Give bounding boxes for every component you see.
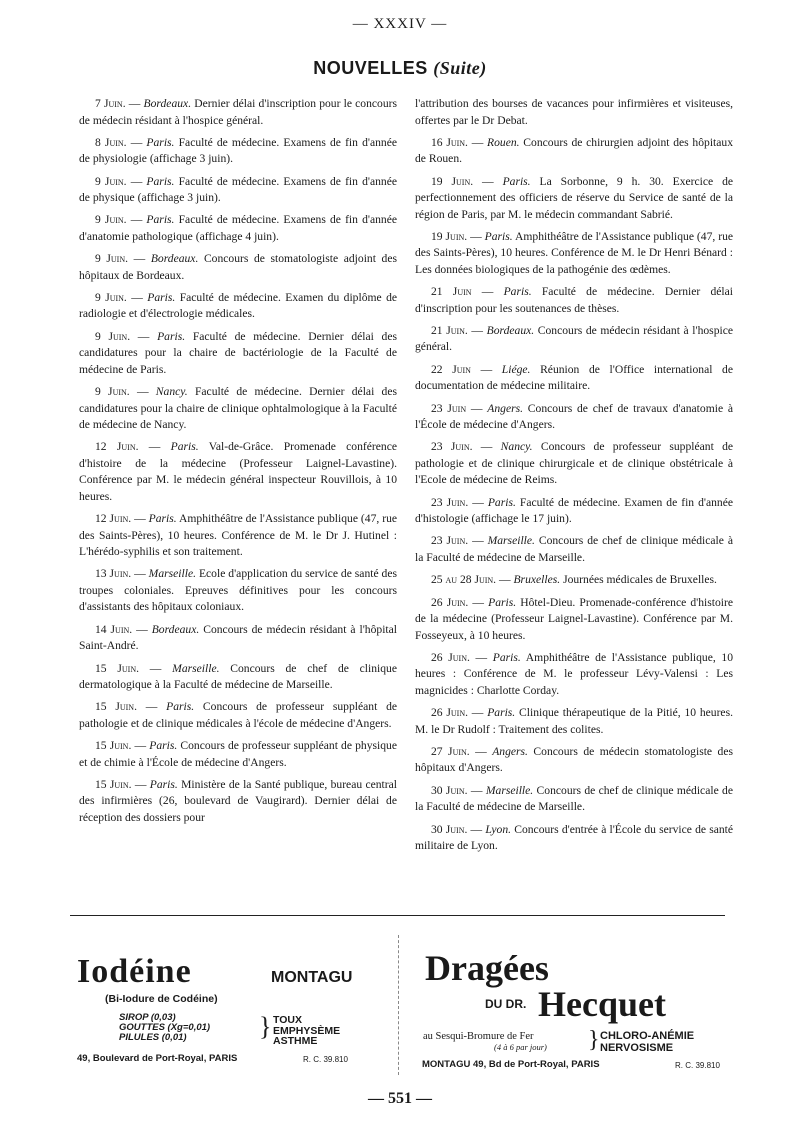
entry-date: 12 Juin. <box>95 512 132 526</box>
ad-indication: CHLORO-ANÉMIE <box>600 1030 695 1042</box>
entry-date: 30 Juin. <box>431 783 468 797</box>
entry-city: Nancy. <box>500 440 533 454</box>
news-entry: 8 Juin. — Paris. Faculté de médecine. Examens de fin d'année de physiologie (affichage 3 juin). <box>79 135 397 166</box>
news-entry: 23 Juin. — Paris. Faculté de médecine. Examen de fin d'année d'histologie (affichage le 17 juin). <box>415 495 734 526</box>
entry-city: Bordeaux. <box>150 252 199 266</box>
entry-text: Clinique thérapeutique de la Pitié, 10 heures. M. le Dr Rudolf : Traitement des colites. <box>415 706 733 736</box>
entry-date: 27 Juin. <box>431 744 470 758</box>
entry-text: Concours de chirurgien adjoint des hôpitaux de Rouen. <box>415 135 733 166</box>
news-entry: 15 Juin. — Paris. Concours de professeur suppléant de pathologie et de clinique médicales à l'école de médecine d'Angers. <box>79 700 398 730</box>
entry-city: Paris. <box>149 777 178 791</box>
news-entry: 9 Juin. — Bordeaux. Concours de stomatologiste adjoint des hôpitaux de Bordeaux. <box>79 252 397 282</box>
entry-city: Marseille. <box>148 567 196 581</box>
ad-form-pills: PILULES (0,01) <box>119 1032 187 1043</box>
ad-indications <box>600 1031 694 1054</box>
news-entry: 21 Juin — Paris. Faculté de médecine. Dernier délai d'inscription pour les soutenances de thèses. <box>415 285 733 315</box>
divider-line <box>70 915 725 916</box>
entry-text: l'attribution des bourses de vacances pour infirmières et visiteuses, offertes par le Dr Debat. <box>415 97 733 127</box>
ad-iodeine <box>75 935 375 1080</box>
entry-date: 15 Juin. <box>95 700 137 714</box>
entry-text: Dernier délai d'inscription pour le concours de médecin résidant à l'hospice général. <box>79 97 398 127</box>
entry-city: Bordeaux. <box>486 323 535 337</box>
ad-composition: au Sesqui-Bromure de Fer <box>423 1031 534 1042</box>
entry-date: 9 Juin. <box>95 329 131 343</box>
news-entry: 23 Juin. — Marseille. Concours de chef de clinique médicale à la Faculté de médecine de Marseille. <box>415 534 733 564</box>
entry-city: Angers. <box>492 744 528 758</box>
entry-text: Concours de professeur suppléant de pathologie et de clinique médicales à l'école de médecine d'Angers. <box>79 700 398 730</box>
news-entry: 19 Juin. — Paris. La Sorbonne, 9 h. 30. Exercice de perfectionnement des officiers de réserve du Service de santé de la région de Paris, par M. le médecin commandant Sabrié. <box>415 174 734 221</box>
ad-form-syrup: SIROP (0,03) <box>119 1012 176 1023</box>
news-entry: 14 Juin. — Bordeaux. Concours de médecin résidant à l'hôpital Saint-André. <box>79 622 398 653</box>
news-entry: 23 Juin — Angers. Concours de chef de travaux d'anatomie à l'École de médecine d'Angers. <box>415 401 734 432</box>
entry-city: Angers. <box>487 401 524 415</box>
news-entry: 15 Juin. — Paris. Ministère de la Santé publique, bureau central des infirmières (26, boulevard de Vaugirard). Dernier délai de réception des dossiers pour <box>79 777 397 824</box>
news-entry: 27 Juin. — Angers. Concours de médecin stomatologiste des hôpitaux d'Angers. <box>415 744 733 775</box>
entry-date: 30 Juin. <box>431 822 468 836</box>
entry-city: Paris. <box>146 174 175 188</box>
news-entry: 12 Juin. — Paris. Amphithéâtre de l'Assistance publique (47, rue des Saints-Pères), 10 heures. Conférence de M. le Dr J. Hutinel : L'hérédo-syphilis et son traitement. <box>79 512 398 559</box>
entry-date: 15 Juin. <box>95 777 132 791</box>
ad-code: R. C. 39.810 <box>675 1061 720 1070</box>
entry-city: Paris. <box>149 739 178 753</box>
entry-city: Paris. <box>503 285 532 299</box>
entry-city: Nancy. <box>155 385 188 399</box>
entry-city: Paris. <box>157 329 186 343</box>
entry-text: Concours de professeur suppléant de physique et de chimie à l'École de médecine d'Angers. <box>79 739 397 769</box>
entry-date: 23 Juin. <box>431 495 469 509</box>
news-entry: 19 Juin. — Paris. Amphithéâtre de l'Assistance publique (47, rue des Saints-Pères), 10 heures. Conférence de M. le Dr Henri Bénard : Les données biologiques de la pathogénie des œdèmes. <box>415 229 734 276</box>
entry-city: Marseille. <box>485 783 534 797</box>
news-entry: 12 Juin. — Paris. Val-de-Grâce. Promenade conférence d'histoire de la médecine (Professeur Laignel-Lavastine). Conférence par M. le médecin général inspecteur Rouvillois, à 10 heures. <box>79 440 398 503</box>
ad-brand: Dragées <box>425 948 549 988</box>
ad-dragees <box>420 935 725 1080</box>
ad-maker: MONTAGU <box>271 969 353 986</box>
entry-date: 26 Juin. <box>431 650 470 664</box>
entry-city: Bruxelles. <box>513 573 561 587</box>
entry-city: Paris. <box>492 650 521 664</box>
entry-city: Bordeaux. <box>151 622 200 636</box>
news-entry: 7 Juin. — Bordeaux. Dernier délai d'inscription pour le concours de médecin résidant à l'hospice général. <box>79 97 398 127</box>
news-entry: 9 Juin. — Paris. Faculté de médecine. Examen du diplôme de radiologie et d'électrologie médicales. <box>79 290 398 321</box>
entry-text: Faculté de médecine. Dernier délai des candidatures pour la chaire de clinique ophtalmologique à la Faculté de médecine de Nancy. <box>79 385 398 432</box>
entry-text: Amphithéâtre de l'Assistance publique (47, rue des Saints-Pères), 10 heures. Conférence de M. le Dr J. Hutinel : L'hérédo-syphilis et son traitement. <box>79 512 398 559</box>
entry-text: Amphithéâtre de l'Assistance publique (47, rue des Saints-Pères), 10 heures. Conférence de M. le Dr Henri Bénard : Les données biologiques de la pathogénie des œdèmes. <box>415 229 734 276</box>
entry-text: Concours de professeur suppléant de pathologie et de clinique chirurgicale et de clinique obstétricale à l'Ecole de médecine de Reims. <box>415 440 734 487</box>
entry-date: 21 Juin <box>431 285 472 299</box>
ad-separator <box>398 935 399 1075</box>
news-entry: 25 au 28 Juin. — Bruxelles. Journées médicales de Bruxelles. <box>431 573 717 587</box>
entry-date: 16 Juin. <box>431 135 468 149</box>
entry-text: Faculté de médecine. Examens de fin d'année d'anatomie pathologique (affichage 4 juin). <box>79 213 397 243</box>
entry-city: Paris. <box>166 700 195 714</box>
entry-text: Concours de chef de clinique médicale à la Faculté de médecine de Marseille. <box>415 534 733 564</box>
entry-text: Faculté de médecine. Examen de fin d'année d'histologie (affichage le 17 juin). <box>415 495 734 526</box>
entry-date: 19 Juin. <box>431 174 474 188</box>
entry-text: Ministère de la Santé publique, bureau central des infirmières (26, boulevard de Vaugirard). Dernier délai de réception des dossiers pour <box>79 777 397 824</box>
entry-city: Paris. <box>170 440 199 454</box>
entry-city: Paris. <box>484 229 513 243</box>
news-entry <box>415 96 733 129</box>
section-heading <box>0 58 800 79</box>
entry-text: Concours de chef de clinique médicale de la Faculté de médecine de Marseille. <box>415 783 734 814</box>
entry-text: Réunion de l'Office international de documentation de médecine militaire. <box>415 362 733 393</box>
entry-city: Liége. <box>501 362 531 376</box>
entry-date: 12 Juin. <box>95 440 139 454</box>
ad-address: 49, Boulevard de Port-Royal, PARIS <box>77 1053 238 1064</box>
news-entry: 26 Juin. — Paris. Clinique thérapeutique de la Pitié, 10 heures. M. le Dr Rudolf : Traitement des colites. <box>415 706 733 736</box>
news-entry: 9 Juin. — Paris. Faculté de médecine. Dernier délai des candidatures pour la chaire de bactériologie de la Faculté de médecine de Paris. <box>79 329 398 376</box>
entry-text: La Sorbonne, 9 h. 30. Exercice de perfectionnement des officiers de réserve du Service de santé de la région de Paris, par M. le médecin commandant Sabrié. <box>415 174 734 221</box>
news-entry: 30 Juin. — Marseille. Concours de chef de clinique médicale de la Faculté de médecine de Marseille. <box>415 783 734 814</box>
entry-city: Paris. <box>146 213 175 227</box>
entry-date: 21 Juin. <box>431 323 468 337</box>
entry-text: Faculté de médecine. Dernier délai d'inscription pour les soutenances de thèses. <box>415 285 733 315</box>
news-entry: 22 Juin — Liége. Réunion de l'Office international de documentation de médecine militaire. <box>415 362 733 393</box>
entry-city: Paris. <box>487 495 516 509</box>
entry-date: 14 Juin. <box>95 622 133 636</box>
entry-city: Paris. <box>488 595 517 609</box>
entry-text: Faculté de médecine. Examens de fin d'année de physique (affichage 3 juin). <box>79 174 397 205</box>
entry-text: Faculté de médecine. Examen du diplôme de radiologie et d'électrologie médicales. <box>79 290 398 321</box>
entry-date: 22 Juin <box>431 362 471 376</box>
entry-text: Faculté de médecine. Dernier délai des candidatures pour la chaire de bactériologie de la Faculté de médecine de Paris. <box>79 329 398 376</box>
entry-text: Hôtel-Dieu. Promenade-conférence d'histoire de la médecine (Professeur Laignel-Lavastine). Conférence par M. Fosseyeux, à 10 heures. <box>415 595 733 642</box>
news-entry: 26 Juin. — Paris. Hôtel-Dieu. Promenade-conférence d'histoire de la médecine (Professeur Laignel-Lavastine). Conférence par M. Fosseyeux, à 10 heures. <box>415 595 733 642</box>
news-entry: 9 Juin. — Nancy. Faculté de médecine. Dernier délai des candidatures pour la chaire de clinique ophtalmologique à la Faculté de médecine de Nancy. <box>79 385 398 432</box>
entry-date: 7 Juin. <box>95 97 126 110</box>
brace-icon: } <box>588 1027 600 1053</box>
entry-date: 15 Juin. <box>95 661 139 675</box>
entry-date: 26 Juin. <box>431 706 469 720</box>
news-entry: 21 Juin. — Bordeaux. Concours de médecin résidant à l'hospice général. <box>415 323 734 354</box>
entry-text: Faculté de médecine. Examens de fin d'année de physiologie (affichage 3 juin). <box>79 135 397 166</box>
entry-text: Concours de stomatologiste adjoint des hôpitaux de Bordeaux. <box>79 252 397 282</box>
left-column <box>79 96 397 832</box>
entry-text: Concours de médecin stomatologiste des hôpitaux d'Angers. <box>415 744 733 775</box>
entry-date: 9 Juin. <box>95 174 127 188</box>
heading-suffix: (Suite) <box>433 58 487 78</box>
entry-city: Paris. <box>146 135 175 149</box>
entry-date: 23 Juin <box>431 401 467 415</box>
entry-text: Ecole d'application du service de santé des troupes coloniales. Epreuves définitives pour les concours d'assistants des hôpitaux coloniaux. <box>79 567 398 614</box>
entry-date: 13 Juin. <box>95 567 132 581</box>
entry-city: Lyon. <box>485 822 512 836</box>
ad-indication: ASTHME <box>273 1035 318 1047</box>
news-entry: 23 Juin. — Nancy. Concours de professeur suppléant de pathologie et de clinique chirurgicale et de clinique obstétricale à l'Ecole de médecine de Reims. <box>415 440 734 487</box>
news-entry: 9 Juin. — Paris. Faculté de médecine. Examens de fin d'année de physique (affichage 3 juin). <box>79 174 397 205</box>
news-entry: 15 Juin. — Marseille. Concours de chef de clinique dermatologique à la Faculté de médecine de Marseille. <box>79 661 398 692</box>
entry-date: 9 Juin. <box>95 385 130 399</box>
ad-indication: EMPHYSÈME <box>273 1024 341 1037</box>
news-entry: 13 Juin. — Marseille. Ecole d'application du service de santé des troupes coloniales. Epreuves définitives pour les concours d'assistants des hôpitaux coloniaux. <box>79 567 398 614</box>
entry-city: Marseille. <box>487 534 535 548</box>
entry-date: 19 Juin. <box>431 229 468 243</box>
entry-date: 23 Juin. <box>431 534 469 548</box>
entry-text: Concours de médecin résidant à l'hospice général. <box>415 323 734 354</box>
entry-text: Concours de chef de clinique dermatologique à la Faculté de médecine de Marseille. <box>79 661 398 692</box>
entry-date: 8 Juin. <box>95 135 127 149</box>
news-entry: 15 Juin. — Paris. Concours de professeur suppléant de physique et de chimie à l'École de médecine d'Angers. <box>79 739 397 769</box>
entry-city: Paris. <box>147 290 176 304</box>
entry-date: 26 Juin. <box>431 595 469 609</box>
right-column <box>415 96 733 860</box>
entry-date: 25 au 28 Juin. <box>431 573 497 587</box>
entry-text: Journées médicales de Bruxelles. <box>563 573 717 587</box>
entry-city: Bordeaux. <box>143 97 192 110</box>
entry-text: Concours de médecin résidant à l'hôpital Saint-André. <box>79 622 398 653</box>
ad-subtitle: (Bi-Iodure de Codéine) <box>105 993 218 1005</box>
entry-date: 9 Juin. <box>95 252 129 266</box>
entry-date: 23 Juin. <box>431 440 473 454</box>
ad-name: Hecquet <box>538 984 666 1024</box>
entry-date: 9 Juin. <box>95 213 127 227</box>
ad-indications <box>273 1015 340 1047</box>
news-entry: 16 Juin. — Rouen. Concours de chirurgien adjoint des hôpitaux de Rouen. <box>415 135 733 166</box>
entry-date: 15 Juin. <box>95 739 132 753</box>
page-top-number: — XXXIV — <box>352 16 448 32</box>
brace-icon: } <box>259 1012 272 1041</box>
entry-text: Concours d'entrée à l'École du service de santé militaire de Lyon. <box>415 822 734 853</box>
ad-address: MONTAGU 49, Bd de Port-Royal, PARIS <box>422 1059 600 1070</box>
entry-city: Paris. <box>502 174 531 188</box>
ad-forms <box>119 1013 210 1043</box>
news-entry: 9 Juin. — Paris. Faculté de médecine. Examens de fin d'année d'anatomie pathologique (affichage 4 juin). <box>79 213 397 243</box>
entry-city: Marseille. <box>172 661 220 675</box>
ad-form-drops: GOUTTES (Xg=0,01) <box>119 1022 211 1033</box>
entry-text: Amphithéâtre de l'Assistance publique, 10 heures : Conférence de M. le professeur Lévy-Valensi : Les magnicides : Charlotte Corday. <box>415 650 734 697</box>
entry-city: Rouen. <box>487 135 520 149</box>
ad-code: R. C. 39.810 <box>303 1055 348 1064</box>
ad-indication: TOUX <box>273 1014 302 1026</box>
entry-text: Concours de chef de travaux d'anatomie à l'École de médecine d'Angers. <box>415 401 734 432</box>
entry-text: Val-de-Grâce. Promenade conférence d'histoire de la médecine (Professeur Laignel-Lavastine). Conférence par M. le médecin général inspecteur Rouvillois, à 10 heures. <box>79 440 398 503</box>
news-entry: 30 Juin. — Lyon. Concours d'entrée à l'École du service de santé militaire de Lyon. <box>415 822 734 853</box>
entry-city: Paris. <box>487 706 516 720</box>
news-entry: 26 Juin. — Paris. Amphithéâtre de l'Assistance publique, 10 heures : Conférence de M. le professeur Lévy-Valensi : Les magnicides : Charlotte Corday. <box>415 650 734 697</box>
entry-city: Paris. <box>148 512 177 526</box>
ad-indication: NERVOSISME <box>600 1041 674 1054</box>
heading-title: NOUVELLES <box>313 58 428 78</box>
ad-brand: Iodéine <box>77 953 192 990</box>
ad-dose: (4 à 6 par jour) <box>494 1042 547 1052</box>
ad-du-dr: DU DR. <box>485 997 527 1011</box>
page-number: — 551 — <box>368 1090 432 1107</box>
entry-date: 9 Juin. <box>95 290 127 304</box>
